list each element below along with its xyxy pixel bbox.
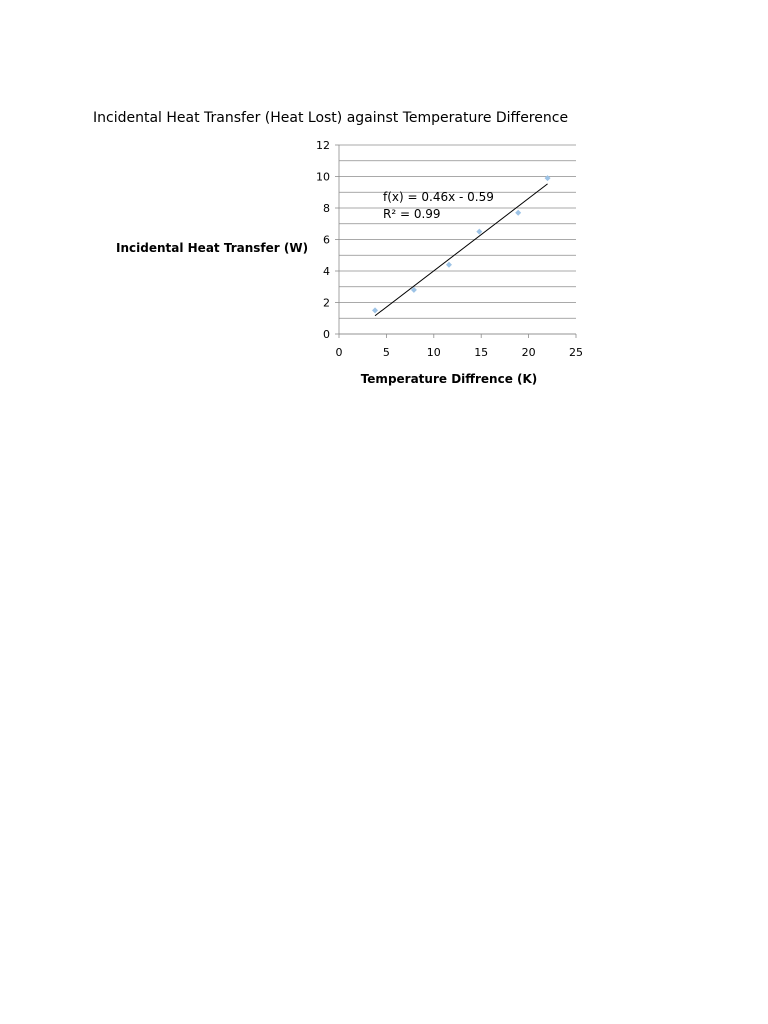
gridlines bbox=[339, 145, 576, 334]
data-point bbox=[446, 262, 452, 268]
data-point bbox=[545, 175, 551, 181]
x-tick-label: 0 bbox=[335, 346, 343, 359]
tick-labels bbox=[316, 139, 583, 359]
x-tick-label: 15 bbox=[474, 346, 489, 359]
data-point bbox=[476, 229, 482, 235]
y-tick-label: 6 bbox=[323, 233, 330, 247]
y-axis-title: Incidental Heat Transfer (W) bbox=[116, 241, 309, 255]
y-tick-label: 2 bbox=[323, 296, 330, 310]
trendline-equation: f(x) = 0.46x - 0.59 bbox=[383, 190, 494, 204]
x-tick-label: 25 bbox=[569, 346, 583, 359]
y-tick-label: 12 bbox=[316, 139, 330, 152]
y-tick-label: 4 bbox=[323, 265, 330, 278]
axes bbox=[335, 145, 576, 338]
x-tick-label: 10 bbox=[426, 346, 441, 359]
x-axis-title: Temperature Diffrence (K) bbox=[360, 372, 538, 386]
y-tick-label: 10 bbox=[316, 170, 330, 184]
x-tick-label: 20 bbox=[521, 346, 536, 359]
y-tick-label: 0 bbox=[323, 328, 330, 341]
data-point bbox=[372, 307, 378, 313]
y-tick-label: 8 bbox=[323, 202, 330, 215]
chart-title: Incidental Heat Transfer (Heat Lost) against Temperature Difference bbox=[93, 110, 569, 126]
trendline-r-squared: R² = 0.99 bbox=[383, 207, 441, 221]
x-tick-label: 5 bbox=[382, 346, 390, 359]
data-point bbox=[515, 210, 521, 216]
